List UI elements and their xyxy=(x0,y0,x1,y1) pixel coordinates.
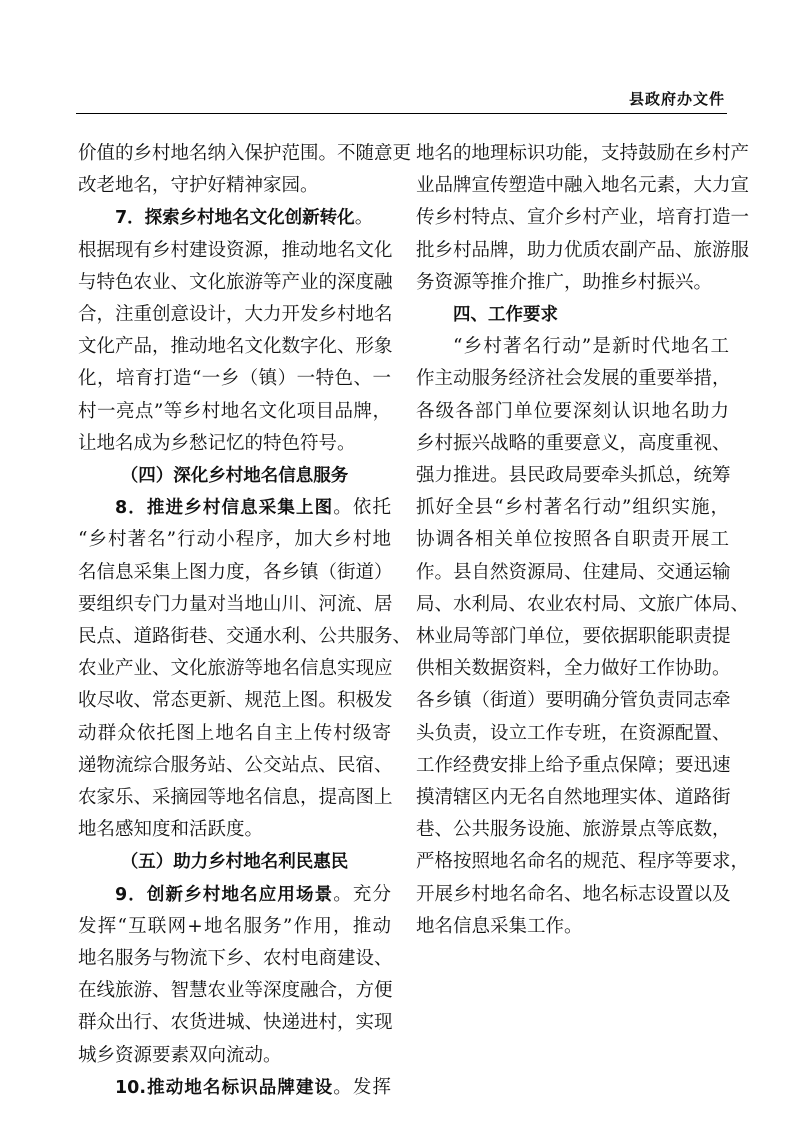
header-rule xyxy=(76,113,727,114)
text-line: 传乡村特点、宣介乡村产业，培育打造一 xyxy=(416,207,750,229)
item-8-title: 8．推进乡村信息采集上图 xyxy=(115,498,334,519)
text-line: 化，培育打造“一乡（镇）一特色、一 xyxy=(78,368,391,390)
section-heading-5: （五）助力乡村地名利民惠民 xyxy=(120,852,349,873)
text-line: 批乡村品牌，助力优质农副产品、旅游服 xyxy=(416,239,750,261)
item-9-title: 9．创新乡村地名应用场景 xyxy=(115,884,334,905)
item-10-tail: 。发挥 xyxy=(333,1076,391,1098)
item-9-heading xyxy=(78,879,391,911)
text-line: 要组织专门力量对当地山川、河流、居 xyxy=(78,593,393,615)
text-line: 递物流综合服务站、公交站点、民宿、 xyxy=(78,754,393,776)
text-line: 林业局等部门单位，要依据职能职责提 xyxy=(416,626,731,648)
item-7-title: 7．探索乡村地名文化创新转化 xyxy=(115,208,355,229)
text-line: 城乡资源要素双向流动。 xyxy=(78,1044,282,1066)
text-line: 农家乐、采摘园等地名信息，提高图上 xyxy=(78,787,393,809)
text-line: 价值的乡村地名纳入保护范围。不随意更 xyxy=(78,143,412,164)
left-column xyxy=(78,138,412,1104)
text-line: 在线旅游、智慧农业等深度融合，方便 xyxy=(78,980,393,1002)
text-line: 局、水利局、农业农村局、文旅广体局、 xyxy=(416,593,750,615)
text-line: 开展乡村地名命名、地名标志设置以及 xyxy=(416,883,731,905)
text-line: 巷、公共服务设施、旅游景点等底数， xyxy=(416,819,731,841)
text-line: 工作经费安排上给予重点保障；要迅速 xyxy=(416,754,731,776)
text-line: 让地名成为乡愁记忆的特色符号。 xyxy=(78,432,356,454)
item-7-heading xyxy=(78,202,391,234)
text-line: 地名的地理标识功能，支持鼓励在乡村产 xyxy=(416,143,750,164)
text-line: 村一亮点”等乡村地名文化项目品牌， xyxy=(78,400,391,422)
text-line: 与特色农业、文化旅游等产业的深度融 xyxy=(78,271,393,293)
text-line: 头负责，设立工作专班，在资源配置、 xyxy=(416,722,731,744)
text-line: 供相关数据资料，全力做好工作协助。 xyxy=(416,658,731,680)
text-line: 作。县自然资源局、住建局、交通运输 xyxy=(416,561,731,583)
text-line: 地名信息采集工作。 xyxy=(416,915,583,937)
item-10-heading xyxy=(78,1072,391,1104)
item-8-heading xyxy=(78,492,391,524)
text-line: 改老地名，守护好精神家园。 xyxy=(78,175,319,197)
text-line: 业品牌宣传塑造中融入地名元素，大力宣 xyxy=(416,175,750,197)
text-line: 群众出行、农货进城、快递进村，实现 xyxy=(78,1012,393,1034)
section-heading-4: （四）深化乡村地名信息服务 xyxy=(120,466,349,487)
header-label: 县政府办文件 xyxy=(628,90,725,108)
text-line: 各级各部门单位要深刻认识地名助力 xyxy=(416,400,729,422)
text-line: 地名服务与物流下乡、农村电商建设、 xyxy=(78,948,393,970)
text-line: 协调各相关单位按照各自职责开展工 xyxy=(416,529,729,551)
text-line: 根据现有乡村建设资源，推动地名文化 xyxy=(78,239,393,261)
text-line: 强力推进。县民政局要牵头抓总，统筹 xyxy=(416,465,731,487)
text-line: 严格按照地名命名的规范、程序等要求， xyxy=(416,851,750,873)
text-line: 动群众依托图上地名自主上传村级寄 xyxy=(78,722,391,744)
text-line: 发挥“互联网+地名服务”作用，推动 xyxy=(78,915,391,937)
text-line: 合，注重创意设计，大力开发乡村地名 xyxy=(78,304,393,326)
item-7-tail: 。 xyxy=(354,207,374,229)
section-heading-work-requirements: 四、工作要求 xyxy=(453,305,558,326)
text-line: 地名感知度和活跃度。 xyxy=(78,819,264,841)
text-line: 务资源等推介推广，助推乡村振兴。 xyxy=(416,271,713,293)
right-column xyxy=(416,138,750,943)
text-line: 收尽收、常态更新、规范上图。积极发 xyxy=(78,690,393,712)
item-9-tail: 。充分 xyxy=(333,883,391,905)
item-8-tail: 。依托 xyxy=(333,497,391,519)
text-line: “乡村著名”行动小程序，加大乡村地 xyxy=(78,529,391,551)
text-line: 文化产品，推动地名文化数字化、形象 xyxy=(78,336,393,358)
text-line: “乡村著名行动”是新时代地名工 xyxy=(453,336,729,358)
text-line: 作主动服务经济社会发展的重要举措， xyxy=(416,368,731,390)
text-line: 摸清辖区内无名自然地理实体、道路街 xyxy=(416,787,731,809)
text-line: 各乡镇（街道）要明确分管负责同志牵 xyxy=(416,690,731,712)
text-line: 民点、道路街巷、交通水利、公共服务、 xyxy=(78,626,412,648)
text-line: 抓好全县“乡村著名行动”组织实施， xyxy=(416,497,729,519)
text-line: 乡村振兴战略的重要意义，高度重视、 xyxy=(416,432,731,454)
item-10-title: 10.推动地名标识品牌建设 xyxy=(115,1077,334,1098)
text-line: 农业产业、文化旅游等地名信息实现应 xyxy=(78,658,393,680)
text-line: 名信息采集上图力度，各乡镇（街道） xyxy=(78,561,393,583)
